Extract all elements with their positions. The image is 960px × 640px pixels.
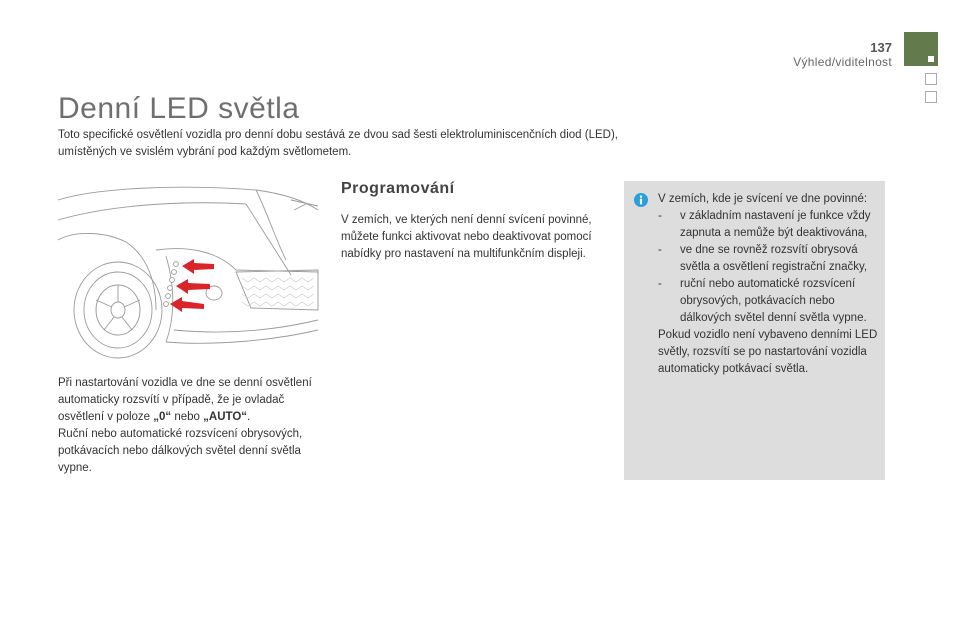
- daylight-activation-text: Při nastartování vozidla ve dne se denní osvětlení automaticky rozsvítí v případě, že je ovladač osvětlení v poloze „0“ nebo „AUTO“. Ruční nebo automatické rozsvícení obrysových, potkávacích nebo dálkových světel denní světla vypne.: [58, 377, 312, 474]
- info-icon: [634, 193, 648, 207]
- list-dash: -: [658, 278, 662, 290]
- section-tab-empty[interactable]: [925, 73, 937, 85]
- programming-text: V zemích, ve kterých není denní svícení povinné, můžete funkci aktivovat nebo deaktivovat pomocí nabídky pro nastavení na multifunkčním displeji.: [341, 214, 592, 260]
- info-box: [624, 181, 885, 480]
- info-list-item: - v základním nastavení je funkce vždy zapnuta a nemůže být deaktivována,: [658, 210, 871, 239]
- tab-marker: [928, 56, 934, 62]
- programming-heading: Programování: [341, 180, 455, 197]
- intro-paragraph: Toto specifické osvětlení vozidla pro denní dobu sestává ze dvou sad šesti elektroluminiscenčních diod (LED), umístěných ve svislém vybrání pod každým světlometem.: [58, 129, 618, 158]
- info-list-item: - ruční nebo automatické rozsvícení obrysových, potkávacích nebo dálkových světel denní světla vypne.: [658, 278, 867, 324]
- info-intro: V zemích, kde je svícení ve dne povinné:: [658, 193, 868, 205]
- section-name: Výhled/viditelnost: [793, 55, 892, 69]
- section-tab-active[interactable]: [904, 32, 938, 66]
- page-number: 137: [870, 40, 892, 55]
- car-front-illustration: [56, 180, 320, 362]
- info-list-item: - ve dne se rovněž rozsvítí obrysová světla a osvětlení registrační značky,: [658, 244, 868, 273]
- red-arrows: [170, 259, 214, 312]
- page-title: Denní LED světla: [58, 92, 300, 125]
- info-outro: Pokud vozidlo není vybaveno denními LED světly, rozsvítí se po nastartování vozidla automaticky potkávací světla.: [658, 329, 878, 375]
- list-dash: -: [658, 210, 662, 222]
- section-tab-empty[interactable]: [925, 91, 937, 103]
- list-dash: -: [658, 244, 662, 256]
